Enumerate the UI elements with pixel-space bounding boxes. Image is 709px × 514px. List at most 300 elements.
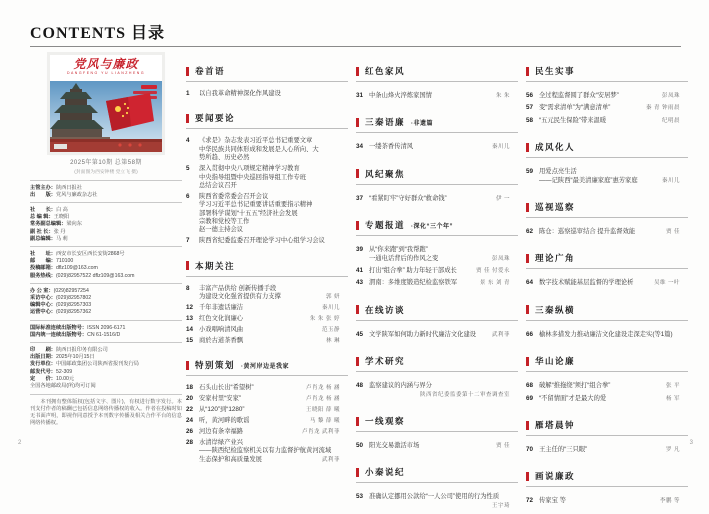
toc-item-body: [539, 228, 688, 236]
section-header: [186, 64, 348, 82]
toc-item: [526, 279, 688, 287]
toc-item: [356, 92, 518, 100]
toc-item-authors: 武利菲: [321, 456, 340, 463]
toc-item-title: 榆林多措发力推动廉洁文化建设走深走实(等1篇): [539, 330, 673, 338]
toc-item-body: [199, 137, 348, 162]
toc-item-title: ——陕西纪检监察机关以有力监督护航黄河流域: [199, 447, 332, 455]
section-title: 一线观察: [365, 416, 406, 427]
toc-item: [186, 237, 348, 245]
toc-item-line: [539, 497, 688, 505]
colophon-group: [30, 203, 182, 247]
toc-item-line: [199, 226, 348, 234]
toc-item-page: 62: [526, 228, 534, 236]
section-marker-icon: [356, 417, 359, 426]
header-rule: [30, 46, 681, 47]
toc-item: [356, 143, 518, 151]
toc-item: [186, 395, 348, 403]
section-marker-icon: [356, 357, 359, 366]
toc-item-title: 水清岸绿产业兴: [199, 438, 244, 446]
toc-item-title: 石头山长出“希望树”: [199, 384, 254, 392]
section-marker-icon: [526, 203, 529, 212]
section-title: 红色家风: [365, 66, 406, 76]
toc-item-authors: 罗 凡: [665, 447, 680, 454]
toc-item-authors: 陕西省纪委监委第十二审查调查室: [419, 391, 510, 398]
section-marker-icon: [186, 261, 189, 270]
section-header: [526, 64, 688, 82]
toc-item-title: 深入贯彻中央八项规定精神学习教育: [199, 165, 300, 173]
toc-item-title: 《求是》杂志发表习近平总书记重要文章: [199, 137, 313, 145]
section-header: [356, 64, 518, 82]
toc-item-title: 红色文化润廉心: [199, 315, 244, 322]
toc-item-title: 王主任的“三只眼”: [539, 446, 588, 454]
copyright-fine-print: 本刊拥有整体版权(包括文字、图片)，有权进行数字发行。本刊支付作者的稿酬已包括信息网络传播权的收入。作者在投稿时如无书面声明，即视作同意授予本刊数字传播及相关合作平台的信息网络传播权。: [30, 399, 182, 427]
toc-item: [526, 104, 688, 112]
colophon-row: [30, 332, 182, 339]
toc-item-line: [199, 237, 348, 245]
toc-item-body: [369, 382, 518, 399]
toc-item-body: [199, 304, 348, 312]
colophon-group: [30, 343, 182, 394]
colophon-value: 10.00元: [55, 375, 75, 382]
section-marker-icon: [526, 67, 529, 76]
toc-item-authors: 吴维 一叶: [653, 280, 680, 287]
cover-headline-chip: [137, 96, 157, 99]
toc-item-page: 14: [186, 325, 194, 333]
toc-item-line: [539, 177, 688, 185]
toc-item-title: 宗教和党校等工作: [199, 218, 250, 226]
toc-item-title: ——记陕西“最美清廉家庭”惠芳家庭: [539, 176, 638, 184]
toc-item-page: 31: [356, 92, 364, 99]
section-title: 卷首语: [195, 66, 226, 76]
toc-item: [186, 326, 348, 334]
toc-item-authors: 张 平: [665, 383, 680, 390]
toc-item-page: 69: [526, 394, 534, 402]
toc-item-title: 中条山烽火淬炼家国情: [369, 92, 432, 99]
section-header: [356, 115, 518, 133]
toc-item: [356, 493, 518, 510]
toc-item-line: [369, 442, 518, 450]
toc-item-line: [199, 304, 348, 312]
colophon: [30, 180, 182, 395]
toc-item-line: [539, 279, 688, 287]
toc-item-title: 赵一德主持会议: [199, 226, 244, 234]
colophon-row: [30, 376, 182, 383]
toc-item-authors: 秦川儿: [661, 177, 680, 184]
toc-item: [186, 417, 348, 425]
toc-item-line: [539, 331, 688, 339]
toc-item-authors: 秦 青 钟雨晨: [645, 105, 680, 112]
toc-item-body: [369, 143, 518, 151]
toc-item-page: 5: [186, 165, 190, 173]
colophon-value: CN 61-1516/D: [87, 331, 121, 338]
toc-item: [526, 382, 688, 390]
toc-item-title: “五元民生保险”带来温暖: [539, 116, 607, 124]
colophon-value: 52-309: [55, 368, 73, 375]
colophon-label: 出 版：: [30, 191, 56, 198]
section-marker-icon: [186, 67, 189, 76]
section-title: 要闻要论: [195, 113, 236, 124]
section-header: [526, 251, 688, 269]
colophon-label: 投稿邮箱：: [30, 265, 56, 272]
toc-item-authors: 朱 朱 张 婷: [309, 316, 340, 322]
toc-item-body: [539, 497, 688, 505]
toc-item-line: [369, 331, 518, 339]
toc-item-authors: 景 东 刘 青: [479, 280, 510, 287]
toc-item-authors: 范玉静: [321, 326, 340, 333]
colophon-row: [30, 369, 182, 376]
colophon-label: 社 址：: [30, 250, 56, 257]
colophon-group: [30, 247, 182, 284]
section-title: 在线访谈: [365, 304, 406, 315]
toc-item-line: [369, 279, 518, 287]
toc-item-line: [199, 165, 348, 173]
section-subtitle: ·黄河岸边是我家: [241, 363, 290, 370]
toc-item: [356, 279, 518, 287]
toc-item-line: [369, 195, 518, 203]
colophon-label: 编辑中心：: [30, 302, 56, 309]
section-title: 民生实事: [535, 66, 576, 76]
toc-item-line: [199, 439, 348, 447]
toc-item-line: [199, 137, 348, 145]
toc-item-line: [369, 493, 518, 501]
toc-item-title: 破解“推拖绕”须打“组合拳”: [539, 382, 611, 390]
section-marker-icon: [356, 67, 359, 76]
colophon-value: 2025年10月15日: [55, 354, 95, 361]
toc-item-page: 22: [186, 406, 194, 414]
toc-item-page: 72: [526, 497, 534, 505]
toc-item-line: [199, 285, 348, 293]
toc-item-authors: 彭凤珠: [661, 93, 680, 99]
toc-item-title: 生态保护和高质量发展: [199, 455, 262, 463]
section-header: [356, 414, 518, 432]
colophon-label: 邮发代号：: [30, 368, 56, 375]
toc-item-title: 从“你来跑”到“我帮跑”: [369, 246, 428, 254]
toc-item: [356, 195, 518, 203]
toc-item-body: [199, 439, 348, 464]
toc-item-page: 53: [356, 493, 364, 501]
toc-item-body: [199, 90, 348, 98]
magazine-cover: [50, 55, 162, 152]
toc-item-title: 文学陕军如何助力新时代廉洁文化建设: [369, 330, 477, 338]
toc-item-body: [199, 193, 348, 235]
toc-item-title: “不留情面”才是最大的爱: [539, 394, 607, 402]
toc-item-body: [539, 395, 688, 403]
colophon-label: 运营中心：: [30, 309, 56, 316]
toc-item-line: [199, 182, 348, 190]
colophon-label: 副 社 长：: [30, 228, 54, 235]
cover-masthead-band: [50, 55, 162, 81]
toc-item-line: [539, 104, 688, 112]
toc-item: [186, 165, 348, 190]
toc-item-title: 学习习近平总书记重要讲话重要指示精神: [199, 201, 313, 209]
section-header: [526, 418, 688, 436]
section-marker-icon: [526, 305, 529, 314]
toc-item-body: [199, 395, 348, 403]
toc-item-page: 70: [526, 446, 534, 454]
toc-item-body: [539, 382, 688, 390]
colophon-value: 马 莉: [55, 235, 68, 242]
colophon-label: 主管主办：: [30, 184, 56, 191]
toc-item-body: [539, 446, 688, 454]
toc-item-title: 打出“组合拳” 助力年轻干部成长: [369, 267, 457, 275]
toc-item-body: [199, 285, 348, 302]
toc-item-title: 陕西省纪委监委召开理论学习中心组学习会议: [199, 237, 325, 245]
colophon-value: 中国邮政集团公司陕西省报刊发行局: [55, 361, 139, 368]
toc-item-body: [369, 195, 518, 203]
toc-item-body: [369, 442, 518, 450]
colophon-value: 全国各地邮政局(所)均可订阅: [30, 382, 96, 389]
colophon-group: [30, 284, 182, 321]
colophon-row: [30, 185, 182, 192]
toc-item-title: 千年非遗话廉洁: [199, 304, 244, 312]
toc-item-line: [199, 146, 348, 154]
page-title: CONTENTS 目录: [30, 25, 166, 42]
section-marker-icon: [186, 361, 189, 370]
toc-item-body: [199, 337, 348, 345]
toc-item-line: [539, 382, 688, 390]
section-marker-icon: [186, 114, 189, 123]
toc-item-line: [199, 456, 348, 464]
toc-item-body: [369, 246, 518, 263]
section-marker-icon: [526, 143, 529, 152]
section-header: [356, 465, 518, 483]
section-marker-icon: [356, 468, 359, 477]
colophon-group: [30, 321, 182, 343]
colophon-row: [30, 288, 182, 295]
colophon-label: 出版日期：: [30, 354, 56, 361]
colophon-value: ISSN 2096-6171: [87, 324, 126, 331]
page-number-right: 3: [689, 440, 693, 446]
colophon-label: 总 编 辑：: [30, 214, 54, 221]
toc-item-title: 一通电话背后的作风之变: [369, 254, 439, 262]
section-marker-icon: [526, 357, 529, 366]
toc-item-page: 8: [186, 284, 190, 292]
section-title: 本期关注: [195, 260, 236, 271]
toc-item-line: [369, 255, 518, 263]
section-header: [526, 140, 688, 158]
section-header: [356, 303, 518, 321]
colophon-label: 采访中心：: [30, 294, 56, 301]
toc-item-page: 37: [356, 194, 364, 202]
toc-item-authors: 纪明晨: [661, 117, 680, 124]
toc-item-page: 50: [356, 442, 364, 450]
toc-item-authors: 李鹏 等: [659, 498, 680, 505]
section-header: [356, 167, 518, 185]
toc-item-page: 43: [356, 279, 364, 287]
toc-item-body: [539, 92, 688, 100]
toc-item-page: 59: [526, 168, 534, 176]
section-title: 小秦说纪: [365, 467, 406, 478]
toc-item-title: 从“120”到“1280”: [199, 406, 245, 414]
colophon-label: 社 长：: [30, 206, 56, 213]
toc-item-title: 准确认定挪用公款给“一人公司”使用的行为性质: [369, 493, 500, 501]
toc-item-body: [539, 117, 688, 125]
toc-item-line: [369, 246, 518, 254]
section-title: 专题报道: [365, 220, 406, 231]
toc-item-title: 安家村里“安家”: [199, 395, 241, 403]
toc-item: [356, 382, 518, 399]
toc-item-body: [199, 315, 348, 323]
section-title: 特别策划: [195, 360, 236, 371]
toc-item-line: [199, 201, 348, 209]
colophon-row: [30, 361, 182, 368]
colophon-row: [30, 192, 182, 199]
colophon-value: 陕西日报印务有限公司: [55, 346, 108, 353]
toc-item-page: 34: [356, 143, 364, 151]
section-marker-icon: [526, 421, 529, 430]
toc-item: [356, 442, 518, 450]
toc-item-body: [369, 279, 518, 287]
section-subtitle: ·非遗篇: [411, 120, 434, 127]
toc-item-authors: 马 黎 薛 曦: [309, 417, 340, 424]
toc-item-authors: 彭凤珠: [491, 255, 510, 262]
toc-item: [186, 304, 348, 312]
toc-item-body: [369, 92, 518, 100]
toc-item-authors: 杨 军: [665, 395, 680, 402]
colophon-value: 西安市长安区西长安街2868号: [55, 250, 125, 257]
toc-item: [186, 193, 348, 235]
toc-column-1: [186, 62, 348, 466]
toc-item-line: [199, 417, 348, 425]
toc-item-line: [199, 447, 348, 455]
toc-item: [526, 497, 688, 505]
toc-item-line: [369, 502, 518, 510]
toc-item: [526, 395, 688, 403]
section-header: [356, 218, 518, 236]
colophon-value: 710100: [55, 258, 74, 265]
toc-item-line: [539, 92, 688, 100]
toc-item-page: 6: [186, 192, 190, 200]
section-marker-icon: [356, 118, 359, 127]
toc-item-page: 57: [526, 104, 534, 112]
cover-masthead-title: 党风与廉政: [73, 57, 139, 71]
toc-item-authors: 贾 佳 付爱永: [475, 268, 510, 275]
colophon-row: [30, 309, 182, 316]
toc-item-line: [199, 395, 348, 403]
section-title: 华山论廉: [535, 356, 576, 367]
colophon-label: 国内统一连续出版物号：: [30, 331, 88, 338]
toc-item-body: [199, 428, 348, 436]
toc-item-title: 河边有条幸福路: [199, 427, 244, 435]
toc-item-authors: 贾 佳: [665, 229, 680, 236]
toc-item-title: 小戏唱响清风曲: [199, 325, 244, 333]
toc-item-authors: 卢肖龙 杨 涵: [305, 385, 340, 392]
colophon-label: 办 公 室：: [30, 287, 54, 294]
toc-item-line: [199, 337, 348, 345]
toc-item-title: 以自我革命精神深化作风建设: [199, 90, 281, 97]
toc-item-page: 64: [526, 279, 534, 287]
toc-item-body: [199, 165, 348, 190]
toc-item: [186, 90, 348, 98]
toc-item-line: [369, 382, 518, 390]
toc-item-authors: 武利菲: [491, 331, 510, 338]
colophon-row: [30, 265, 182, 272]
section-header: [186, 111, 348, 129]
colophon-value: (029)82957254: [53, 287, 89, 294]
section-title: 成风化人: [535, 142, 576, 153]
colophon-value: 陕西日报社: [55, 184, 82, 191]
toc-item-page: 7: [186, 237, 190, 245]
toc-item-title: 用爱点亮生活: [539, 168, 577, 176]
toc-item-title: 总结会议召开: [199, 181, 237, 189]
toc-item: [186, 285, 348, 302]
toc-item-body: [199, 417, 348, 425]
toc-item-title: 监察建议的内涵与界分: [369, 382, 432, 390]
toc-item-authors: 卢肖龙 杨 涵: [305, 396, 340, 403]
toc-item-line: [199, 315, 348, 323]
colophon-value: 张 丹: [53, 228, 66, 235]
toc-item-page: 1: [186, 90, 190, 97]
colophon-label: 常务副总编辑：: [30, 221, 67, 228]
section-header: [526, 354, 688, 372]
toc-item-authors: 王晓阳 薛 曦: [305, 407, 340, 414]
section-title: 理论广角: [535, 253, 576, 264]
toc-item: [186, 428, 348, 436]
section-marker-icon: [356, 221, 359, 230]
toc-item-body: [539, 168, 688, 185]
toc-item-line: [199, 154, 348, 162]
section-header: [526, 200, 688, 218]
toc-item-title: 阳光交易激活市场: [369, 442, 420, 450]
toc-item-authors: 贾 佳: [495, 443, 510, 450]
toc-item-page: 20: [186, 395, 194, 403]
toc-item-page: 58: [526, 116, 534, 124]
toc-item-page: 48: [356, 382, 364, 390]
toc-item-page: 56: [526, 92, 534, 99]
toc-item-page: 18: [186, 384, 194, 392]
colophon-value: 梁向东: [66, 221, 82, 228]
toc-item-title: 势所趋、历史必然: [199, 154, 250, 162]
toc-item-line: [539, 446, 688, 454]
section-title: 巡视巡察: [535, 202, 576, 213]
toc-item-line: [369, 391, 518, 399]
toc-item: [186, 384, 348, 392]
toc-item-line: [199, 193, 348, 201]
toc-item-title: 为建设文化强省提供有力支撑: [199, 293, 281, 301]
toc-item-page: 28: [186, 438, 194, 446]
colophon-value: (029)82957802: [55, 294, 92, 301]
cover-headline-chip: [133, 91, 157, 94]
colophon-label: 印 刷：: [30, 346, 56, 353]
toc-item-body: [539, 331, 688, 339]
colophon-row: [30, 229, 182, 236]
toc-item-title: “看紧盯牢”守好群众“救命钱”: [369, 194, 447, 202]
toc-item-title: 陈仓：巡察巡审结合 提升监督效能: [539, 228, 636, 236]
toc-item-title: 变“需求清单”为“满意清单”: [539, 104, 611, 112]
toc-item-page: 24: [186, 416, 194, 424]
colophon-row: [30, 325, 182, 332]
toc-column-2: [356, 62, 518, 514]
colophon-label: 发行单位：: [30, 361, 56, 368]
colophon-row: [30, 236, 182, 243]
toc-item-authors: 伊 一: [495, 195, 510, 202]
toc-item-title: 数字技术赋能基层监督的学理论析: [539, 279, 634, 287]
colophon-value: (029)82957362: [55, 309, 92, 316]
toc-item-authors: 朱 朱: [495, 93, 510, 99]
toc-column-3: [526, 62, 688, 510]
toc-item-page: 12: [186, 304, 194, 312]
toc-item-line: [539, 168, 688, 176]
toc-item: [526, 331, 688, 339]
colophon-label: 副总编辑：: [30, 235, 56, 242]
toc-item: [526, 228, 688, 236]
masthead-column: [30, 55, 182, 427]
toc-item-line: [199, 384, 348, 392]
cover-caption: (封面图为西安钟楼 党立飞 摄): [74, 170, 138, 175]
toc-item: [356, 267, 518, 275]
section-marker-icon: [356, 305, 359, 314]
toc-item-page: 68: [526, 382, 534, 390]
